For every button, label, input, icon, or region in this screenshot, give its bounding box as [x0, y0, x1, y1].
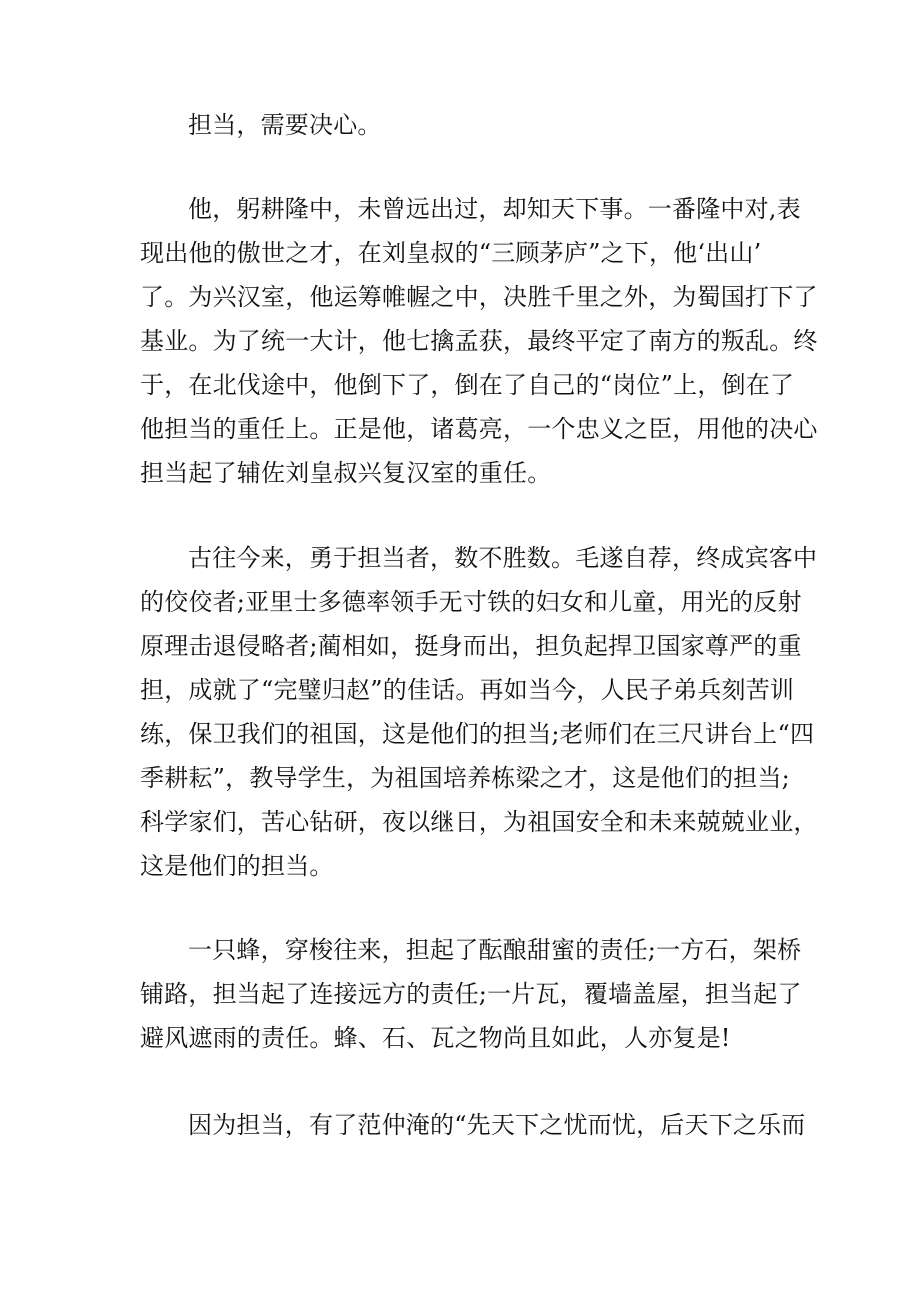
paragraph-4: [140, 928, 802, 1060]
text-line: 季耕耘”，教导学生，为祖国培养栋梁之才，这是他们的担当;: [140, 764, 790, 792]
paragraph-2: [140, 187, 818, 495]
text-line: 担当起了辅佐刘皇叔兴复汉室的重任。: [140, 459, 552, 487]
text-line: 铺路，担当起了连接远方的责任;一片瓦，覆墙盖屋，担当起了: [140, 980, 802, 1008]
text-line: 的佼佼者;亚里士多德率领手无寸铁的妇女和儿童，用光的反射: [140, 588, 802, 616]
text-line: 这是他们的担当。: [140, 852, 334, 880]
text-line: 担当，需要决心。: [188, 111, 382, 139]
text-line: 基业。为了统一大计，他七擒孟获，最终平定了南方的叛乱。终: [140, 327, 818, 355]
paragraph-3: [140, 536, 818, 888]
paragraph-1: [140, 103, 790, 147]
text-line: 原理击退侵略者;蔺相如，挺身而出，担负起捍卫国家尊严的重: [140, 632, 802, 660]
text-line: 练，保卫我们的祖国，这是他们的担当;老师们在三尺讲台上“四: [140, 720, 815, 748]
text-line: 现出他的傲世之才，在刘皇叔的“三顾茅庐”之下，他‘出山’: [140, 239, 762, 267]
text-line: 于，在北伐途中，他倒下了，倒在了自己的“岗位”上，倒在了: [140, 371, 795, 399]
text-line: 担，成就了“完璧归赵”的佳话。再如当今，人民子弟兵刻苦训: [140, 676, 795, 704]
text-line: 科学家们，苦心钻研，夜以继日，为祖国安全和未来兢兢业业，: [140, 808, 818, 836]
text-line: 古往今来，勇于担当者，数不胜数。毛遂自荐，终成宾客中: [188, 544, 818, 572]
text-line: 一只蜂，穿梭往来，担起了酝酿甜蜜的责任;一方石，架桥: [188, 936, 802, 964]
text-line: 避风遮雨的责任。蜂、石、瓦之物尚且如此，人亦复是!: [140, 1024, 731, 1052]
text-line: 因为担当，有了范仲淹的“先天下之忧而忧，后天下之乐而: [188, 1111, 806, 1139]
text-line: 他，躬耕隆中，未曾远出过，却知天下事。一番隆中对,表: [188, 195, 801, 223]
paragraph-5: [140, 1103, 806, 1147]
text-line: 他担当的重任上。正是他，诸葛亮，一个忠义之臣，用他的决心: [140, 415, 818, 443]
text-line: 了。为兴汉室，他运筹帷幄之中，决胜千里之外，为蜀国打下了: [140, 283, 818, 311]
